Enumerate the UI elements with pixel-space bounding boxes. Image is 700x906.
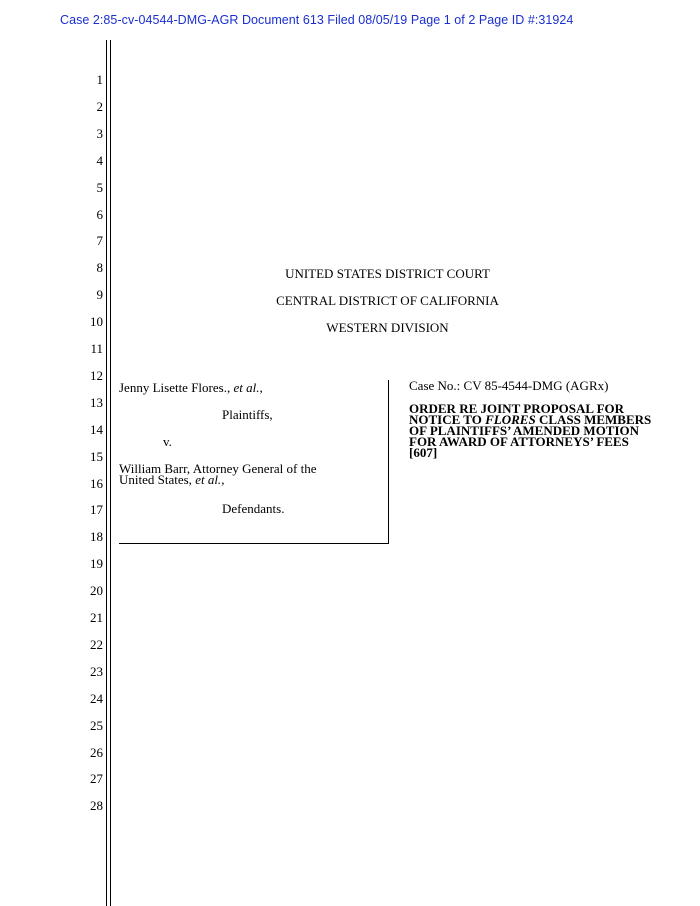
- case-number: Case No.: CV 85-4544-DMG (AGRx): [409, 378, 609, 393]
- left-margin-rule-inner: [110, 40, 111, 906]
- line-number: 9: [96, 287, 103, 302]
- line-number: 21: [90, 610, 103, 625]
- line-number: 20: [90, 583, 103, 598]
- line-number: 26: [90, 745, 103, 760]
- line-number: 5: [96, 180, 103, 195]
- line-number: 6: [96, 207, 103, 222]
- line-number: 23: [90, 664, 103, 679]
- court-name: UNITED STATES DISTRICT COURT: [285, 266, 490, 281]
- defendant-line-2: United States, et al.,: [119, 472, 225, 487]
- left-margin-rule: [106, 40, 107, 906]
- line-number: 22: [90, 637, 103, 652]
- line-number: 24: [90, 691, 103, 706]
- line-number: 28: [90, 798, 103, 813]
- line-number: 1: [96, 72, 103, 87]
- plaintiffs-label: Plaintiffs,: [222, 407, 273, 422]
- caption-divider: [388, 380, 389, 543]
- defendant-line-1: William Barr, Attorney General of the: [119, 461, 317, 476]
- line-number: 10: [90, 314, 103, 329]
- line-number: 14: [90, 422, 103, 437]
- line-number: 27: [90, 771, 103, 786]
- line-number: 25: [90, 718, 103, 733]
- caption-underline: [119, 543, 389, 544]
- line-number: 7: [96, 233, 103, 248]
- line-number: 19: [90, 556, 103, 571]
- court-district: CENTRAL DISTRICT OF CALIFORNIA: [276, 293, 499, 308]
- line-number: 17: [90, 502, 103, 517]
- line-number: 4: [96, 153, 103, 168]
- line-number: 16: [90, 476, 103, 491]
- header-stamp: Case 2:85-cv-04544-DMG-AGR Document 613 Filed 08/05/19 Page 1 of 2 Page ID #:31924: [60, 13, 574, 27]
- line-number: 18: [90, 529, 103, 544]
- defendants-label: Defendants.: [222, 501, 285, 516]
- line-number: 3: [96, 126, 103, 141]
- line-number: 15: [90, 449, 103, 464]
- line-number: 11: [90, 341, 103, 356]
- court-division: WESTERN DIVISION: [326, 320, 449, 335]
- line-number: 2: [96, 99, 103, 114]
- plaintiff-name: Jenny Lisette Flores., et al.,: [119, 380, 263, 395]
- line-number: 12: [90, 368, 103, 383]
- line-number: 8: [96, 260, 103, 275]
- versus: v.: [163, 434, 172, 449]
- line-number: 13: [90, 395, 103, 410]
- order-title: ORDER RE JOINT PROPOSAL FOR NOTICE TO FLORES CLASS MEMBERS OF PLAINTIFFS’ AMENDED MOTION FOR AWARD OF ATTORNEYS’ FEES [607]: [409, 401, 652, 460]
